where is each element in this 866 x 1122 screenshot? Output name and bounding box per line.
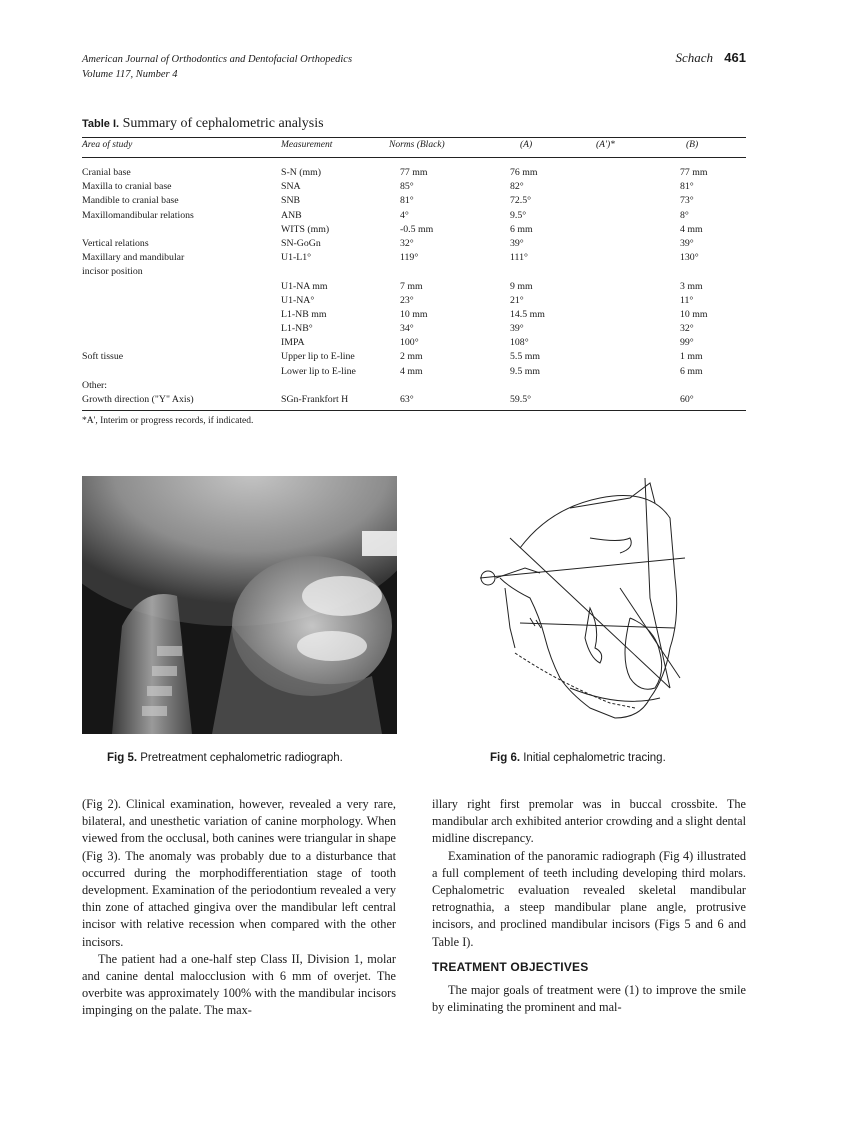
table-top-rule [82,137,746,138]
table-cell: SGn-Frankfort H [281,394,349,405]
table-cell: Soft tissue [82,351,124,363]
table-cell: 4 mm [680,223,703,235]
table-header-row [0,140,866,154]
table-cell: Mandible to cranial base [82,195,179,207]
table-cell: 119° [400,252,419,264]
table-cell: ANB [281,209,302,221]
journal-volume: Volume 117, Number 4 [82,69,178,80]
table-footnote: *A', Interim or progress records, if indicated. [82,416,254,426]
column-header: (A) [520,140,533,150]
table-row [0,380,866,394]
tracing-drawing [470,478,710,743]
table-cell: U1-L1° [281,252,312,264]
table-cell: L1-NB° [281,323,313,335]
table-row [0,309,866,323]
table-cell: U1-NA mm [281,280,328,292]
table-cell: Vertical relations [82,237,149,249]
table-row [0,394,866,408]
table-row [0,266,866,280]
table-cell: 39° [510,237,524,249]
column-header: (A')* [596,140,615,150]
table-cell: 10 mm [680,308,708,320]
table-cell: 2 mm [400,351,423,363]
table-cell: 32° [400,237,414,249]
table-cell: 1 mm [680,351,703,363]
table-cell: 39° [680,237,694,249]
table-cell: Cranial base [82,167,131,178]
table-row [0,181,866,195]
table-cell: 14.5 mm [510,308,545,320]
table-caption: Summary of cephalometric analysis [122,116,324,131]
table-row [0,252,866,266]
table-cell: 6 mm [680,365,703,377]
table-cell: 39° [510,323,524,335]
column-header: Measurement [281,140,333,150]
figure-6-label: Fig 6. [490,752,521,764]
column-header: Norms (Black) [389,140,445,150]
table-cell: incisor position [82,266,143,278]
table-cell: 76 mm [510,167,538,178]
table-body [0,167,866,408]
table-cell: 111° [510,252,528,264]
paragraph: The patient had a one-half step Class II, Division 1, molar and canine dental malocclusion with 6 mm of overjet. The overbite was approximately 100% with the mandibular incisors impinging on the palate. The max- [82,951,396,1018]
body-column-left [82,796,396,1020]
figure-5-label: Fig 5. [107,752,138,764]
section-heading: TREATMENT OBJECTIVES [432,959,589,974]
table-cell: 6 mm [510,223,533,235]
table-cell: 130° [680,252,699,264]
table-cell: SNB [281,195,301,207]
table-cell: Maxillary and mandibular [82,252,185,264]
table-cell: 32° [680,323,694,335]
table-cell: 4 mm [400,365,423,377]
table-cell: 9 mm [510,280,533,292]
paragraph: The major goals of treatment were (1) to improve the smile by eliminating the prominent and mal- [432,983,746,1015]
table-cell: Other: [82,379,108,391]
column-header: Area of study [82,140,133,150]
table-cell: 100° [400,337,419,349]
table-cell: 82° [510,181,524,193]
table-cell: 3 mm [680,280,703,292]
table-row [0,323,866,337]
table-cell: 21° [510,294,524,306]
column-header: (B) [686,140,699,150]
table-row [0,210,866,224]
radiograph-image [82,476,397,734]
table-row [0,366,866,380]
paragraph: (Fig 2). Clinical examination, however, revealed a very rare, bilateral, and unesthetic variation of canine morphology. When viewed from the occlusal, both canines were triangular in shape (Fig 3). The anomaly was probably due to a disturbance that occurred during the morphodifferentiation stage of tooth development. Examination of the periodontium revealed a very thin zone of attached gingiva over the mandibular left central incisor with relative recession when compared with the other incisors. [82,797,396,949]
table-cell: 59.5° [510,394,532,405]
table-cell: 72.5° [510,195,532,207]
figure-5-caption-text: Pretreatment cephalometric radiograph. [140,752,343,764]
table-cell: Maxilla to cranial base [82,181,172,193]
table-row [0,167,866,181]
table-cell: 9.5 mm [510,365,540,377]
table-cell: 34° [400,323,414,335]
table-row [0,295,866,309]
table-cell: 73° [680,195,694,207]
table-cell: Upper lip to E-line [281,351,355,363]
table-cell: Maxillomandibular relations [82,209,194,221]
author-name: Schach [675,50,714,65]
figure-6-tracing [470,478,710,743]
table-cell: 108° [510,337,529,349]
table-title [82,116,324,132]
table-cell: 7 mm [400,280,423,292]
table-cell: 60° [680,394,694,405]
table-row [0,224,866,238]
table-cell: S-N (mm) [281,167,322,178]
figure-5-radiograph [82,476,397,734]
table-cell: 85° [400,181,414,193]
table-cell: 11° [680,294,694,306]
journal-title: American Journal of Orthodontics and Dentofacial Orthopedics [82,54,353,65]
table-cell: 63° [400,394,414,405]
table-cell: SN-GoGn [281,237,321,249]
paragraph: illary right first premolar was in buccal crossbite. The mandibular arch exhibited anterior crowding and a slight dental midline discrepancy. [432,797,746,846]
table-cell: 81° [400,195,414,207]
figure-5-caption [107,752,343,764]
table-header-rule [82,157,746,158]
table-row [0,238,866,252]
table-cell: U1-NA° [281,294,315,306]
table-cell: 9.5° [510,209,527,221]
table-cell: 23° [400,294,414,306]
table-cell: IMPA [281,337,305,349]
table-cell: -0.5 mm [400,223,434,235]
table-cell: Lower lip to E-line [281,365,356,377]
table-row [0,351,866,365]
running-header-journal [82,52,352,82]
running-header-page [676,50,747,66]
table-row [0,337,866,351]
paragraph: Examination of the panoramic radiograph (Fig 4) illustrated a full complement of teeth including developing third molars. Cephalometric evaluation revealed skeletal mandibular retrognathia, a steep mandibular plane angle, protrusive incisors, and proclined mandibular incisors (Figs 5 and 6 and Table I). [432,848,746,949]
figure-6-caption-text: Initial cephalometric tracing. [523,752,666,764]
body-column-right [432,796,746,1016]
table-bottom-rule [82,410,746,411]
table-cell: Growth direction ("Y" Axis) [82,394,194,405]
table-cell: 81° [680,181,694,193]
table-label: Table I. [82,118,120,130]
table-cell: 5.5 mm [510,351,540,363]
table-cell: SNA [281,181,301,193]
figure-6-caption [490,752,666,764]
page-number: 461 [724,50,746,65]
table-cell: L1-NB mm [281,308,327,320]
table-row [0,281,866,295]
table-cell: 4° [400,209,409,221]
table-cell: 8° [680,209,689,221]
table-cell: 77 mm [400,167,428,178]
table-row [0,195,866,209]
table-cell: 99° [680,337,694,349]
table-cell: WITS (mm) [281,223,330,235]
table-cell: 77 mm [680,167,708,178]
table-cell: 10 mm [400,308,428,320]
